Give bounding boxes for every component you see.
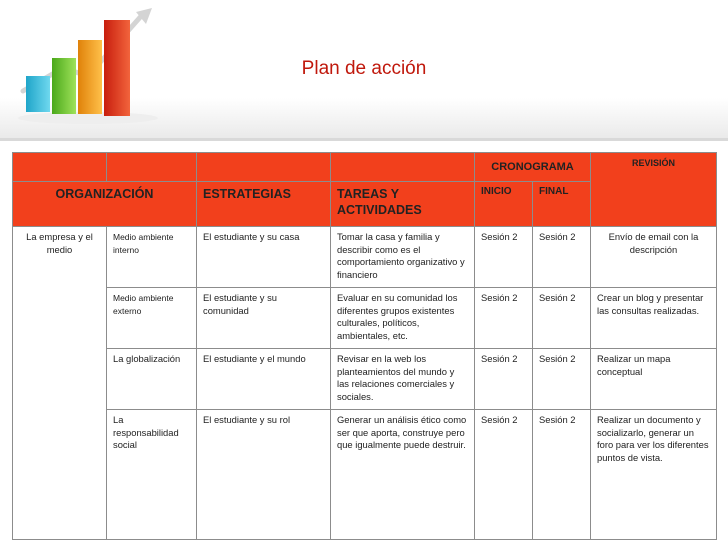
table-row (13, 288, 717, 349)
inicio-cell: Sesión 2 (475, 227, 533, 288)
tarea-cell: Tomar la casa y familia y describir como es el comportamiento organizativo y financiero (331, 227, 475, 288)
final-cell: Sesión 2 (533, 349, 591, 410)
estrategia-cell: El estudiante y su casa (197, 227, 331, 288)
header-blank (197, 153, 331, 182)
header-organizacion: ORGANIZACIÓN (13, 182, 197, 227)
header-blank (331, 153, 475, 182)
org-cell: La globalización (107, 349, 197, 410)
revision-cell: Realizar un documento y socializarlo, generar un foro para ver los diferentes puntos de vista. (591, 410, 717, 540)
final-cell: Sesión 2 (533, 288, 591, 349)
org-cell: Medio ambiente externo (107, 288, 197, 349)
header-blank (13, 153, 107, 182)
page-title: Plan de acción (301, 58, 427, 79)
revision-cell: Envío de email con la descripción (591, 227, 717, 288)
header-blank (107, 153, 197, 182)
header-cronograma: CRONOGRAMA (475, 153, 591, 182)
header-final: FINAL (533, 182, 591, 227)
revision-cell: Realizar un mapa conceptual (591, 349, 717, 410)
header-row-top (13, 153, 717, 182)
inicio-cell: Sesión 2 (475, 349, 533, 410)
revision-cell: Crear un blog y presentar las consultas realizadas. (591, 288, 717, 349)
table-row (13, 410, 717, 540)
final-cell: Sesión 2 (533, 410, 591, 540)
estrategia-cell: El estudiante y el mundo (197, 349, 331, 410)
estrategia-cell: El estudiante y su rol (197, 410, 331, 540)
org-cell: La responsabilidad social (107, 410, 197, 540)
header-tareas: TAREAS Y ACTIVIDADES (331, 182, 475, 227)
table-row (13, 349, 717, 410)
inicio-cell: Sesión 2 (475, 410, 533, 540)
header-inicio: INICIO (475, 182, 533, 227)
table-row (13, 227, 717, 288)
action-plan-table (12, 152, 717, 540)
tarea-cell: Revisar en la web los planteamientos del mundo y las relaciones comerciales y sociales. (331, 349, 475, 410)
org-cell: Medio ambiente interno (107, 227, 197, 288)
estrategia-cell: El estudiante y su comunidad (197, 288, 331, 349)
tarea-cell: Evaluar en su comunidad los diferentes grupos existentes culturales, políticos, ambientales, etc. (331, 288, 475, 349)
header-estrategias: ESTRATEGIAS (197, 182, 331, 227)
banner-divider (0, 138, 728, 141)
inicio-cell: Sesión 2 (475, 288, 533, 349)
header-revision: REVISIÓN (591, 153, 717, 227)
final-cell: Sesión 2 (533, 227, 591, 288)
org-main-cell: La empresa y el medio (13, 227, 107, 540)
tarea-cell: Generar un análisis ético como ser que aporta, construye pero que igualmente puede destruir. (331, 410, 475, 540)
